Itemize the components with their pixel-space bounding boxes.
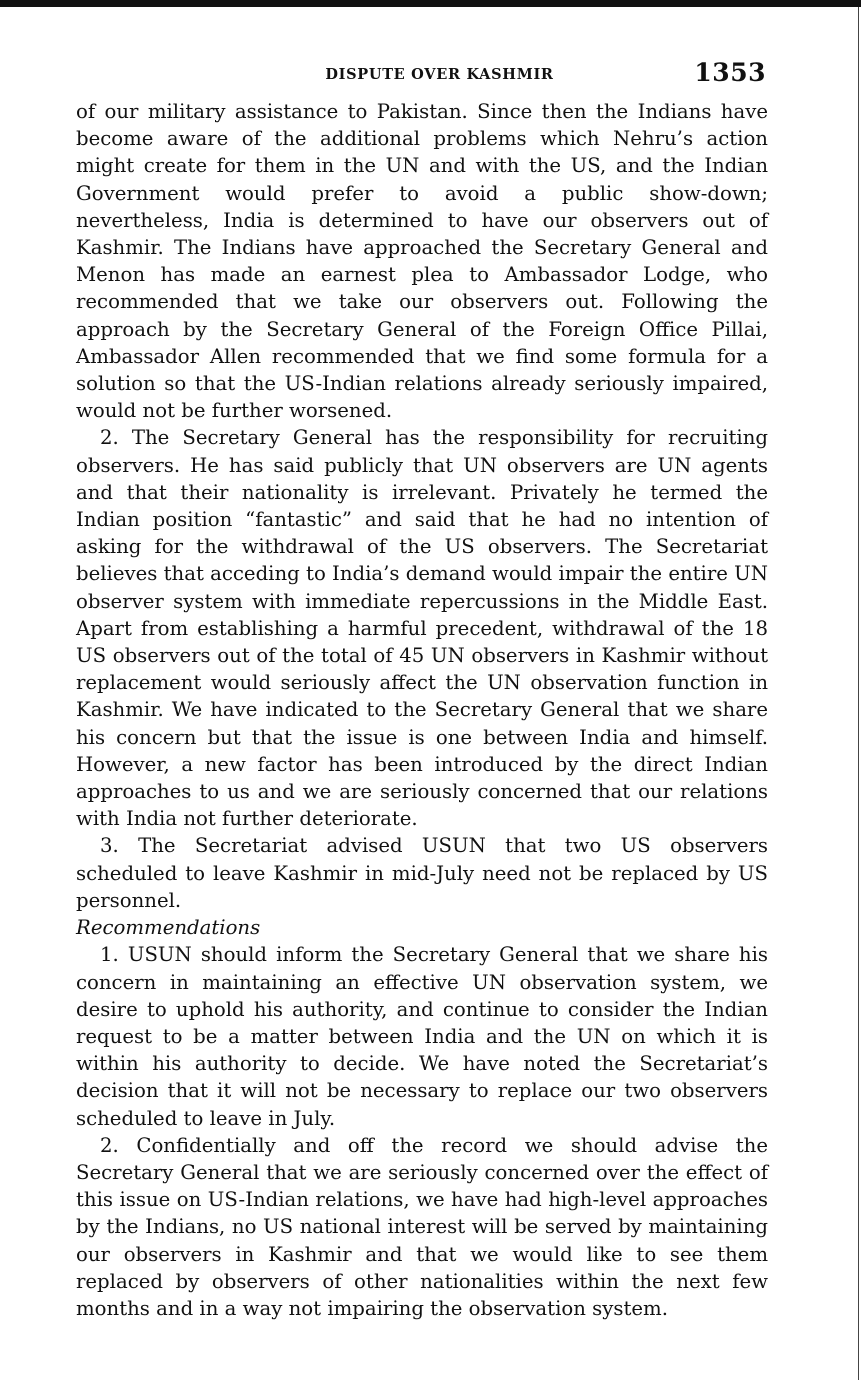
running-title: DISPUTE OVER KASHMIR [325, 66, 554, 83]
recommendations-heading: Recommendations [76, 916, 261, 940]
paragraph-continued: of our military assistance to Pakistan. Since then the Indians have become aware of the additional problems which Nehru’s action might create for them in the UN and with the US, and the Indian Government would prefer to avoid a public show-down; nevertheless, India is determined to have our observers out of Kashmir. The Indians have approached the Secretary General and Menon has made an earnest plea to Ambassador Lodge, who recommended that we take our observers out. Following the approach by the Secretary General of the Foreign Office Pillai, Ambassador Allen recommended that we find some formula for a solution so that the US-Indian relations already seriously impaired, would not be further worsened. [76, 100, 768, 423]
recommendation-1: 1. USUN should inform the Secretary General that we share his concern in maintaining an effective UN observation system, we desire to uphold his authority, and continue to consider the Indian request to be a matter between India and the UN on which it is within his authority to decide. We have noted the Secretariat’s decision that it will not be necessary to replace our two observers scheduled to leave in July. [76, 943, 768, 1130]
page-right-edge [858, 7, 859, 1380]
paragraph-2: 2. The Secretary General has the responsibility for recruiting observers. He has said publicly that UN observers are UN agents and that their nationality is irrelevant. Privately he termed the Indian position “fantastic” and said that he had no intention of asking for the withdrawal of the US observers. The Secretariat believes that acceding to India’s demand would impair the entire UN observer system with immediate repercussions in the Middle East. Apart from establishing a harmful precedent, withdrawal of the 18 US observers out of the total of 45 UN observers in Kashmir without replacement would seriously affect the UN observation function in Kashmir. We have indicated to the Secretary General that we share his concern but that the issue is one between India and himself. However, a new factor has been introduced by the direct Indian approaches to us and we are seriously concerned that our relations with India not further deteriorate. [76, 426, 768, 831]
page-top-edge [0, 0, 861, 7]
page-number: 1353 [694, 58, 766, 87]
running-header [76, 58, 768, 98]
document-page [76, 58, 768, 1322]
body-text [76, 98, 768, 1322]
recommendation-2: 2. Confidentially and off the record we should advise the Secretary General that we are seriously concerned over the effect of this issue on US-Indian relations, we have had high-level approaches by the Indians, no US national interest will be served by maintaining our observers in Kashmir and that we would like to see them replaced by observers of other nationalities within the next few months and in a way not impairing the observation system. [76, 1133, 768, 1320]
paragraph-3: 3. The Secretariat advised USUN that two US observers scheduled to leave Kashmir in mid-July need not be replaced by US personnel. [76, 834, 768, 912]
